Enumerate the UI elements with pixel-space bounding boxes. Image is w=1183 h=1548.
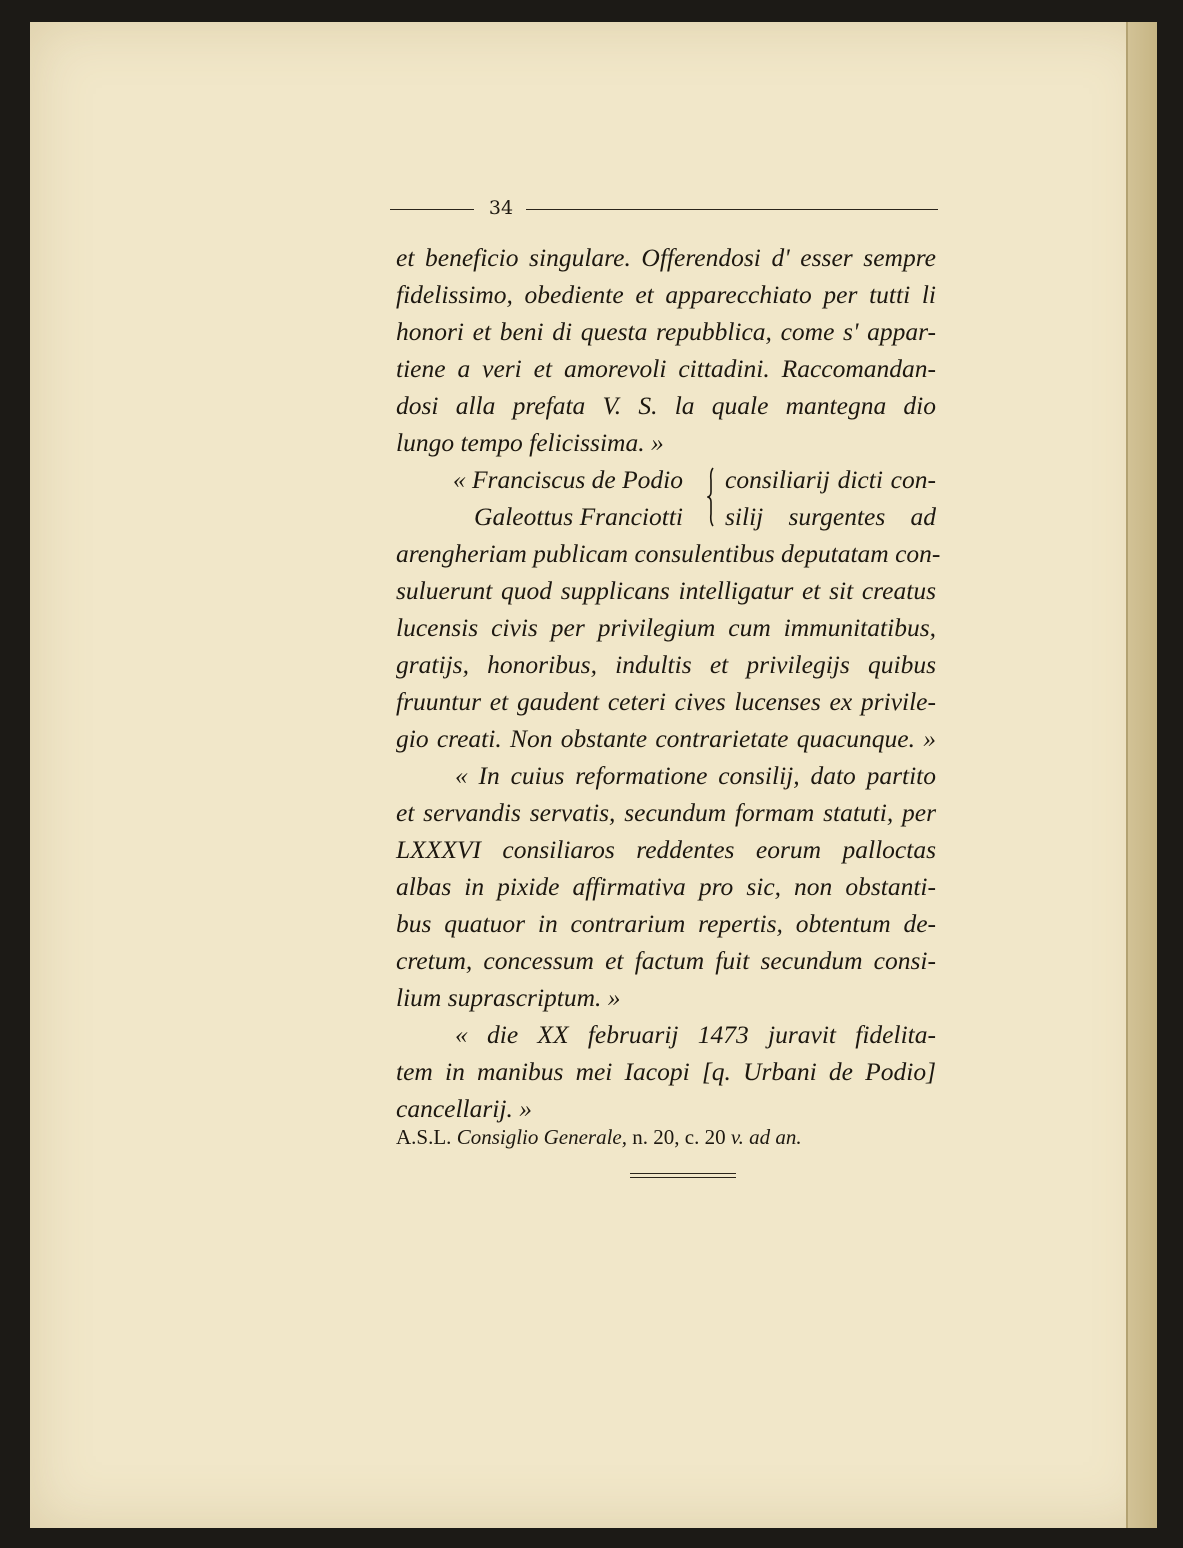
- text-line: suluerunt quod supplicans intelligatur et sit creatus: [396, 576, 936, 605]
- header-rule-left: [390, 209, 474, 210]
- text-line: tem in manibus mei Iacopi [q. Urbani de Podio]: [396, 1057, 936, 1086]
- citation-source: Consiglio Generale,: [456, 1125, 628, 1149]
- text-line: bus quatuor in contrarium repertis, obtentum de-: [396, 909, 936, 938]
- text-line: albas in pixide affirmativa pro sic, non obstanti-: [396, 872, 936, 901]
- text-line: LXXXVI consiliaros reddentes eorum palloctas: [396, 835, 936, 864]
- text-line: fidelissimo, obediente et apparecchiato per tutti li: [396, 280, 936, 309]
- header-rule-right: [526, 209, 938, 210]
- text-line: gio creati. Non obstante contrarietate quacunque. »: [396, 724, 936, 753]
- text-line-title-2: silij surgentes ad: [725, 502, 936, 531]
- text-line: gratijs, honoribus, indultis et privilegijs quibus: [396, 650, 936, 679]
- page-number: 34: [488, 197, 514, 219]
- text-line: « die XX februarij 1473 juravit fidelita-: [455, 1020, 936, 1049]
- text-line: honori et beni di questa repubblica, come s' appar-: [396, 317, 936, 346]
- archival-citation: [396, 1125, 936, 1150]
- text-line: et beneficio singulare. Offerendosi d' esser sempre: [396, 243, 936, 272]
- text-line: cancellarij. »: [396, 1094, 532, 1123]
- page-edge-right: [1126, 22, 1157, 1528]
- text-line: et servandis servatis, secundum formam statuti, per: [396, 798, 936, 827]
- text-line-names-1: « Franciscus de Podio: [452, 465, 683, 494]
- text-line-names-2: Galeottus Franciotti: [474, 502, 683, 531]
- text-line: cretum, concessum et factum fuit secundum consi-: [396, 946, 936, 975]
- page-header: [390, 197, 938, 223]
- text-line: arengheriam publicam consulentibus deputatam con-: [396, 539, 941, 568]
- citation-archive: A.S.L.: [396, 1125, 452, 1149]
- citation-suffix: v. ad an.: [730, 1125, 802, 1149]
- text-line: fruuntur et gaudent ceteri cives lucenses ex privile-: [396, 687, 936, 716]
- text-line: tiene a veri et amorevoli cittadini. Raccomandan-: [396, 354, 936, 383]
- text-line: « In cuius reformatione consilij, dato partito: [455, 761, 936, 790]
- text-line: lucensis civis per privilegium cum immunitatibus,: [396, 613, 936, 642]
- brace-mark: [707, 466, 717, 528]
- text-line-title-1: consiliarij dicti con-: [725, 465, 936, 494]
- end-rule: [630, 1177, 736, 1178]
- text-line: dosi alla prefata V. S. la quale mantegna dio: [396, 391, 936, 420]
- end-rule: [630, 1173, 736, 1174]
- text-line: lium suprascriptum. »: [396, 983, 621, 1012]
- text-line: lungo tempo felicissima. »: [396, 428, 664, 457]
- citation-ref: n. 20, c. 20: [632, 1125, 726, 1149]
